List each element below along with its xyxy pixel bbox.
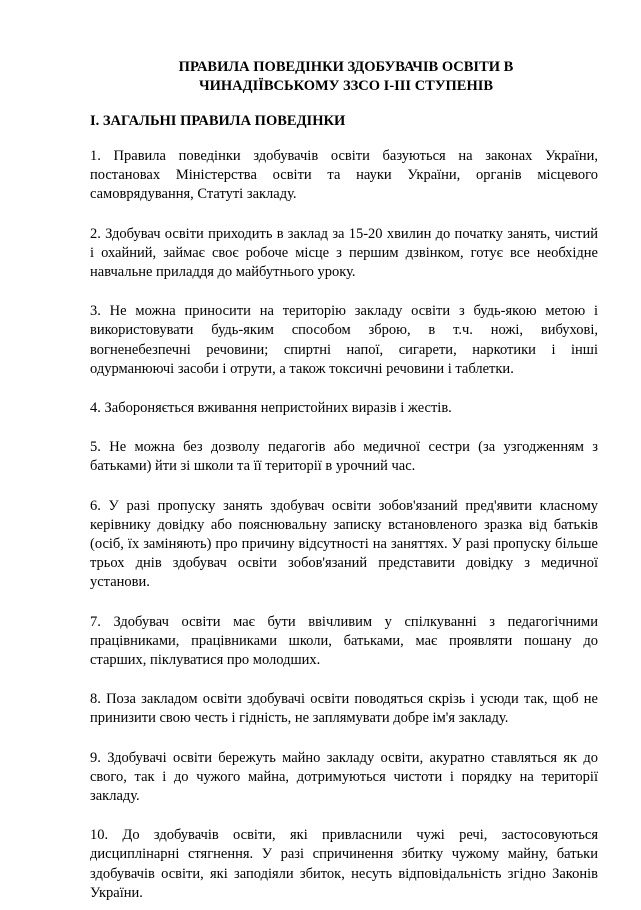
document-title-line-2: ЧИНАДІЇВСЬКОМУ ЗЗСО І-ІІІ СТУПЕНІВ <box>198 78 494 94</box>
rule-paragraph-1: 1. Правила поведінки здобувачів освіти базуються на законах України, постановах Міністерства освіти та науки України, органів місцевого самоврядування, Статуті закладу. <box>90 148 598 203</box>
rule-paragraph-4: 4. Забороняється вживання непристойних виразів і жестів. <box>90 400 452 417</box>
rule-paragraph-6: 6. У разі пропуску занять здобувач освіти зобов'язаний пред'явити класному керівнику довідку або пояснювальну записку встановленого зразка від батьків (осіб, їх заміняють) про причину відсутності на заняттях. У разі пропуску більше трьох днів здобувач освіти зобов'язаний представити довідку з медичної установи. <box>90 497 598 591</box>
rule-paragraph-10: 10. До здобувачів освіти, які привласнили чужі речі, застосовуються дисциплінарні стягнення. У разі спричинення збитку чужому майну, батьки здобувачів освіти, які заподіяли збиток, несуть відповідальність згідно Законів України. <box>90 827 598 901</box>
rule-paragraph-9: 9. Здобувачі освіти бережуть майно закладу освіти, акуратно ставляться як до свого, так і до чужого майна, дотримуються чистоти і порядку на території закладу. <box>90 749 598 805</box>
section-heading: I. ЗАГАЛЬНІ ПРАВИЛА ПОВЕДІНКИ <box>90 113 346 129</box>
rule-paragraph-2: 2. Здобувач освіти приходить в заклад за 15-20 хвилин до початку занять, чистий і охайний, займає своє робоче місце з першим дзвінком, готує все необхідне навчальне приладдя до майбутнього уроку. <box>90 225 598 281</box>
rule-paragraph-7: 7. Здобувач освіти має бути ввічливим у спілкуванні з педагогічними працівниками, працівниками школи, батьками, має проявляти пошану до старших, піклуватися про молодших. <box>90 613 598 669</box>
document-title <box>90 58 598 96</box>
document-page <box>90 58 598 903</box>
rule-paragraph-3: 3. Не можна приносити на територію закладу освіти з будь-якою метою і використовувати будь-яким способом зброю, в т.ч. ножі, вибухові, вогненебезпечні речовини; спиртні напої, сигарети, наркотики і інші одурманюючі засоби і отрути, а також токсичні речовини і таблетки. <box>90 303 598 377</box>
rule-paragraph-5: 5. Не можна без дозволу педагогів або медичної сестри (за узгодженням з батьками) йти зі школи та її території в урочний час. <box>90 439 598 475</box>
document-title-line-1: ПРАВИЛА ПОВЕДІНКИ ЗДОБУВАЧІВ ОСВІТИ В <box>178 59 514 75</box>
rule-paragraph-8: 8. Поза закладом освіти здобувачі освіти поводяться скрізь і усюди так, щоб не принизити свою честь і гідність, не заплямувати добре ім'я закладу. <box>90 691 598 727</box>
